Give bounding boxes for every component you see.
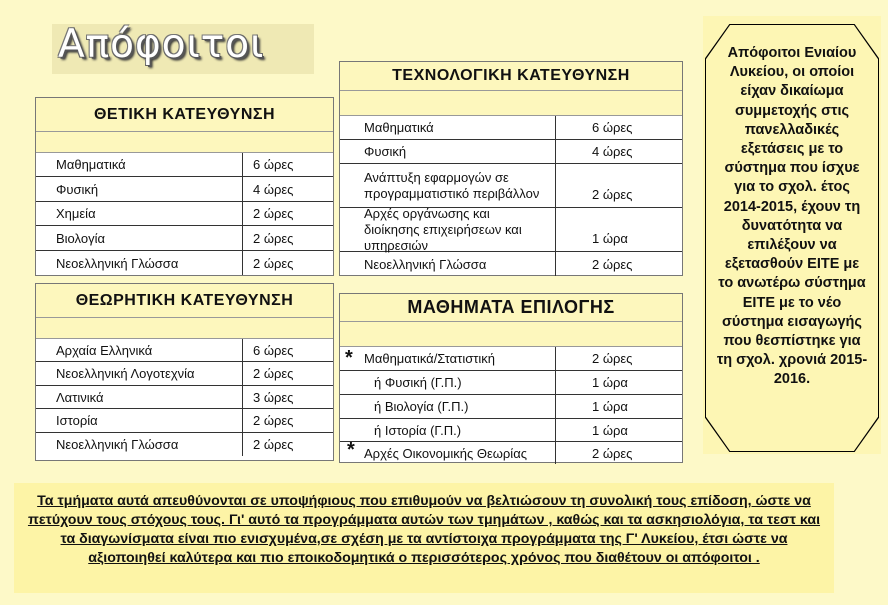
table-row: Νεοελληνική Λογοτεχνία 2 ώρες bbox=[36, 362, 333, 386]
table-heading: ΤΕΧΝΟΛΟΓΙΚΗ ΚΑΤΕΥΘΥΝΣΗ bbox=[340, 62, 682, 91]
asterisk-mark: * bbox=[347, 439, 355, 461]
side-note: Απόφοιτοι Ενιαίου Λυκείου, οι οποίοι είχαν δικαίωμα συμμετοχής στις πανελλαδικές εξετάσεις με το σύστημα που ίσχυε για το σχολ. έτος 2014-2015, έχουν τη δυνατότητα να επιλέξουν να εξετασθούν ΕΙΤΕ με το ανωτέρω σύστημα ΕΙΤΕ με το νέο σύστημα εισαγωγής που θεσπίστηκε για τη σχολ. χρονιά 2015- 2016. bbox=[716, 45, 868, 388]
table-heading: ΜΑΘΗΜΑΤΑ ΕΠΙΛΟΓΗΣ bbox=[340, 294, 682, 322]
table-row: Μαθηματικά/Στατιστική 2 ώρες bbox=[340, 347, 682, 371]
table-row: Βιολογία 2 ώρες bbox=[36, 226, 333, 251]
table-row: Μαθηματικά 6 ώρες bbox=[36, 153, 333, 177]
table-row: Χημεία 2 ώρες bbox=[36, 202, 333, 226]
table-row: Αρχές Οικονομικής Θεωρίας 2 ώρες bbox=[340, 442, 682, 464]
table-thetiki bbox=[35, 97, 334, 276]
table-row: ή Βιολογία (Γ.Π.) 1 ώρα bbox=[340, 395, 682, 419]
table-row: Λατινικά 3 ώρες bbox=[36, 386, 333, 409]
table-row: Φυσική 4 ώρες bbox=[36, 177, 333, 202]
table-row: ή Ιστορία (Γ.Π.) 1 ώρα bbox=[340, 419, 682, 442]
table-row: ή Φυσική (Γ.Π.) 1 ώρα bbox=[340, 371, 682, 395]
table-row: Μαθηματικά 6 ώρες bbox=[340, 116, 682, 140]
table-row: Νεοελληνική Γλώσσα 2 ώρες bbox=[36, 433, 333, 456]
page-title: Απόφοιτοι bbox=[58, 22, 265, 67]
table-row: Ανάπτυξη εφαρμογών σε προγραμματιστικό περιβάλλον 2 ώρες bbox=[340, 164, 682, 208]
table-row: Νεοελληνική Γλώσσα 2 ώρες bbox=[36, 251, 333, 275]
asterisk-mark: * bbox=[345, 347, 353, 369]
table-row: Αρχαία Ελληνικά 6 ώρες bbox=[36, 339, 333, 362]
table-theoritiki bbox=[35, 283, 334, 461]
table-row: Αρχές οργάνωσης και διοίκησης επιχειρήσεων και υπηρεσιών 1 ώρα bbox=[340, 208, 682, 252]
table-heading: ΘΕΩΡΗΤΙΚΗ ΚΑΤΕΥΘΥΝΣΗ bbox=[36, 284, 333, 318]
table-heading: ΘΕΤΙΚΗ ΚΑΤΕΥΘΥΝΣΗ bbox=[36, 98, 333, 132]
bottom-note: Τα τμήματα αυτά απευθύνονται σε υποψήφιους που επιθυμούν να βελτιώσουν τη συνολική τους επίδοση, ώστε να πετύχουν τους στόχους τους. Γι' αυτό τα προγράμματα αυτών των τμημάτων , καθώς και τα ασκησιολόγια, τα τεστ και τα διαγωνίσματα είναι πιο ενισχυμένα,σε σχέση με τα αντίστοιχα προγράμματα της Γ' Λυκείου, έτσι ώστε να αξιοποιηθεί καλύτερα και πιο εποικοδομητικά ο περισσότερος χρόνος που διαθέτουν οι απόφοιτοι . bbox=[27, 493, 821, 566]
table-row: Φυσική 4 ώρες bbox=[340, 140, 682, 164]
table-row: Ιστορία 2 ώρες bbox=[36, 409, 333, 433]
table-row: Νεοελληνική Γλώσσα 2 ώρες bbox=[340, 252, 682, 276]
table-epilogis bbox=[339, 293, 683, 463]
table-technologiki bbox=[339, 61, 683, 276]
